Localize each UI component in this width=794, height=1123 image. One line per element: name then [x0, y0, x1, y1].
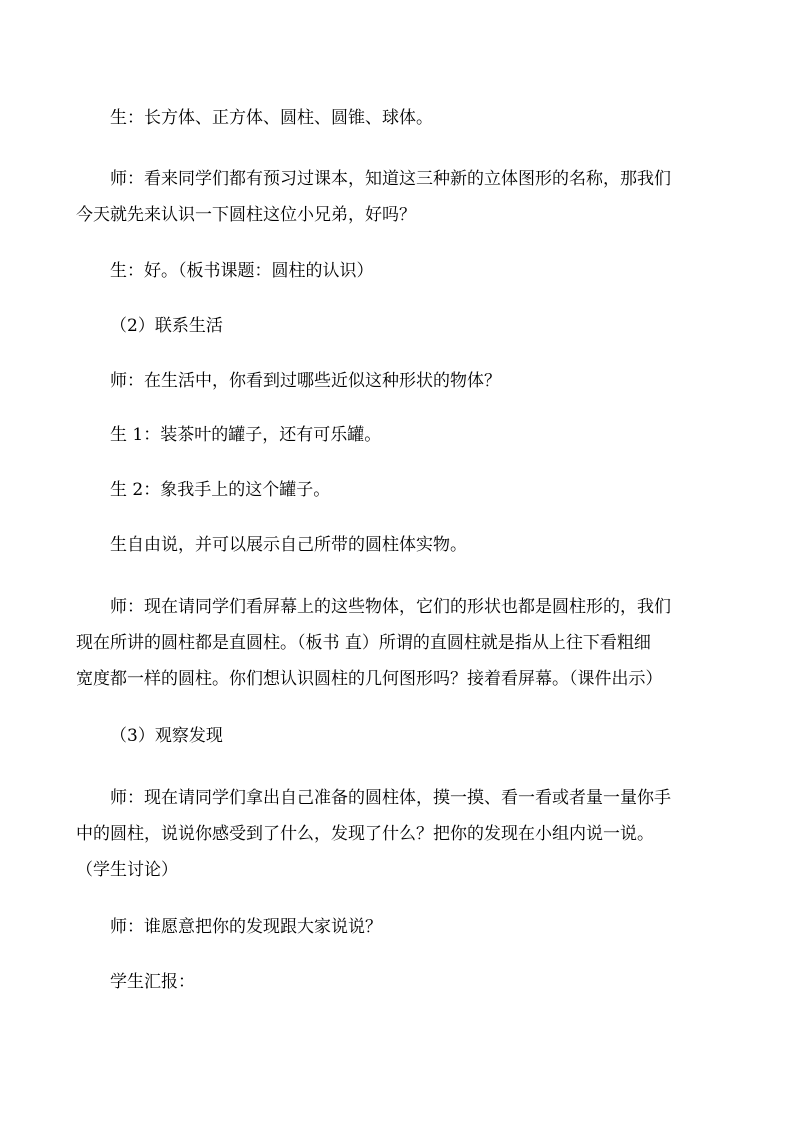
text-line: 师：在生活中，你看到过哪些近似这种形状的物体？ — [110, 371, 501, 391]
paragraph — [110, 534, 758, 557]
paragraph — [110, 479, 758, 502]
paragraph — [76, 589, 758, 697]
text-line: 宽度都一样的圆柱。你们想认识圆柱的几何图形吗？接着看屏幕。（课件出示） — [76, 669, 663, 689]
paragraph — [110, 107, 758, 130]
section-heading — [110, 315, 758, 338]
text-line: （学生讨论） — [76, 860, 178, 880]
text-line: （2）联系生活 — [110, 316, 223, 336]
text-line: （3）观察发现 — [110, 726, 223, 746]
text-line: 生：好。（板书课题：圆柱的认识） — [110, 261, 374, 281]
text-line: 师：谁愿意把你的发现跟大家说说？ — [110, 917, 382, 937]
text-line: 现在所讲的圆柱都是直圆柱。（板书 直）所谓的直圆柱就是指从上往下看粗细 — [76, 633, 651, 653]
text-line: 生：长方体、正方体、圆柱、圆锥、球体。 — [110, 108, 433, 128]
paragraph — [110, 370, 758, 393]
text-line: 师：现在请同学们拿出自己准备的圆柱体，摸一摸、看一看或者量一量你手 — [110, 788, 671, 808]
text-line: 生自由说，并可以展示自己所带的圆柱体实物。 — [110, 535, 467, 555]
text-line: 师：看来同学们都有预习过课本，知道这三种新的立体图形的名称，那我们 — [110, 169, 671, 189]
text-line: 学生汇报： — [110, 972, 195, 992]
paragraph — [76, 780, 758, 888]
paragraph — [110, 424, 758, 447]
text-line: 生 2：象我手上的这个罐子。 — [110, 480, 331, 500]
paragraph — [76, 161, 758, 233]
text-line: 生 1：装茶叶的罐子，还有可乐罐。 — [110, 425, 382, 445]
paragraph — [110, 971, 758, 994]
section-heading — [110, 725, 758, 748]
text-line: 今天就先来认识一下圆柱这位小兄弟，好吗？ — [76, 205, 416, 225]
text-line: 师：现在请同学们看屏幕上的这些物体，它们的形状也都是圆柱形的，我们 — [110, 597, 671, 617]
paragraph — [110, 916, 758, 939]
text-line: 中的圆柱，说说你感受到了什么，发现了什么？把你的发现在小组内说一说。 — [76, 824, 654, 844]
paragraph — [110, 260, 758, 283]
